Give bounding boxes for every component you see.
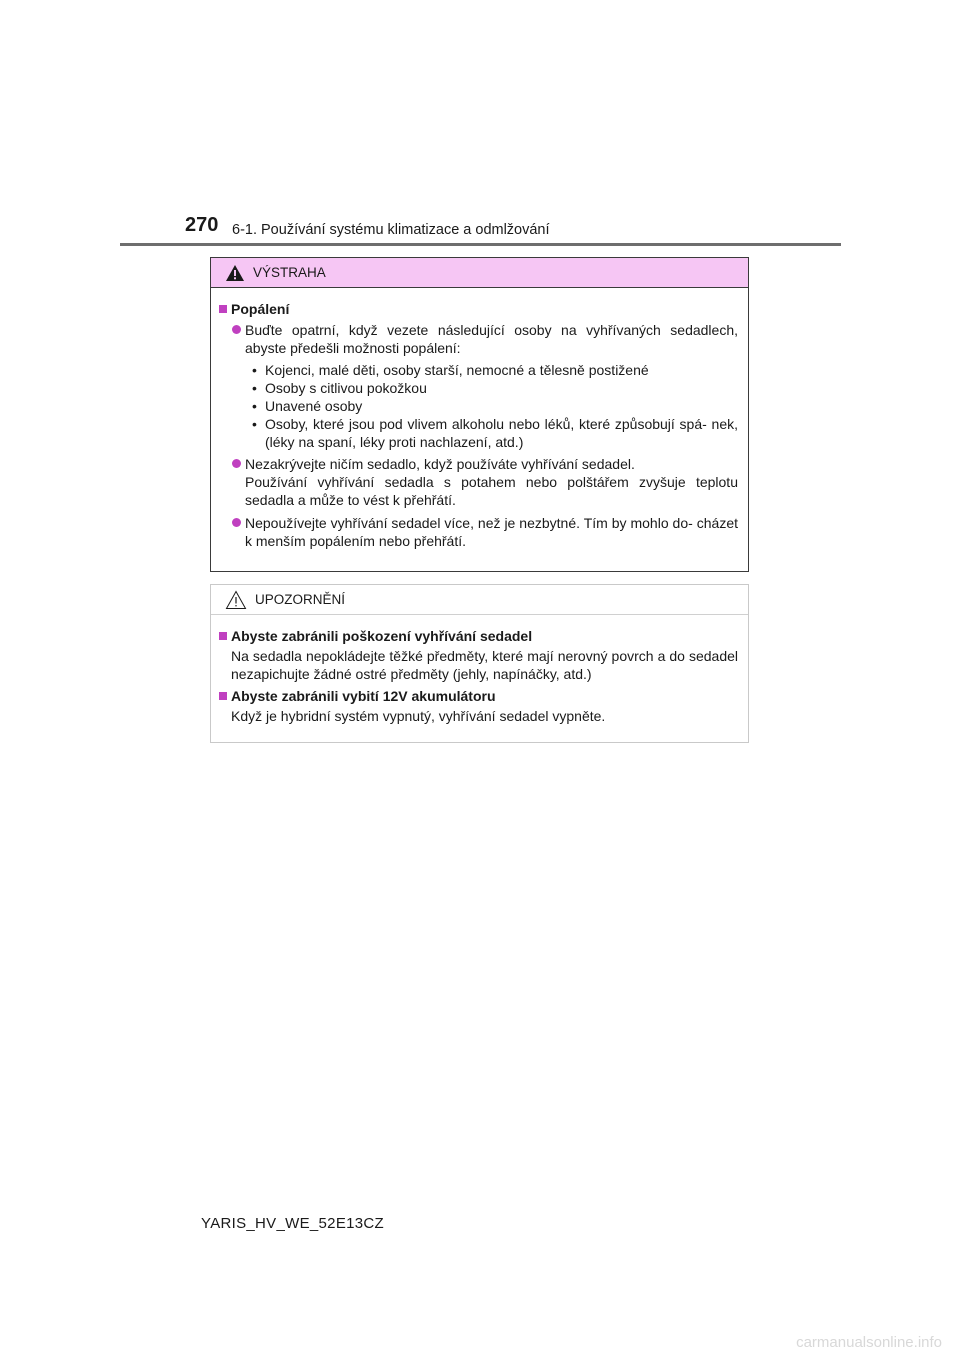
caution-triangle-icon <box>225 590 247 610</box>
warning-topic <box>219 300 740 318</box>
warning-header <box>211 258 748 288</box>
warning-sub-list <box>219 361 740 451</box>
list-item: • Osoby, které jsou pod vlivem alkoholu nebo léků, které způsobují spá- nek, (léky na spaní, léky proti nachlazení, atd.) <box>252 416 738 450</box>
watermark: carmanualsonline.info <box>796 1334 942 1351</box>
warning-bullet-3 <box>219 514 740 550</box>
caution-topic-1-label: Abyste zabránili poškození vyhřívání sedadel <box>231 628 533 644</box>
list-item: • Unavené osoby <box>252 398 363 414</box>
warning-title: VÝSTRAHA <box>253 265 326 280</box>
caution-topic-2 <box>219 687 740 705</box>
warning-bullet-1-text: Buďte opatrní, když vezete následující osoby na vyhřívaných sedadlech, abyste předešli možnosti popálení: <box>245 322 738 356</box>
square-bullet-icon <box>219 305 227 313</box>
warning-bullet-2-line-2: Používání vyhřívání sedadla s potahem nebo polštářem zvyšuje teplotu sedadla a může to vést k přehřátí. <box>245 474 738 508</box>
warning-bullet-3-text: Nepoužívejte vyhřívání sedadel více, než je nezbytné. Tím by mohlo do- cházet k menším popálením nebo přehřátí. <box>245 515 738 549</box>
caution-topic-1-text: Na sedadla nepokládejte těžké předměty, které mají nerovný povrch a do sedadel nezapichujte žádné ostré předměty (jehly, napínáčky, atd.) <box>231 648 738 682</box>
warning-bullet-1 <box>219 321 740 357</box>
warning-bullet-2 <box>219 455 740 509</box>
warning-triangle-icon <box>225 264 245 282</box>
square-bullet-icon <box>219 692 227 700</box>
caution-title: UPOZORNĚNÍ <box>255 592 346 607</box>
caution-topic-2-label: Abyste zabránili vybití 12V akumulátoru <box>231 688 496 704</box>
header-rule <box>120 243 841 246</box>
warning-box <box>210 257 749 572</box>
round-bullet-icon <box>232 325 241 334</box>
warning-body <box>211 288 748 550</box>
page-number: 270 <box>185 214 219 236</box>
round-bullet-icon <box>232 518 241 527</box>
caution-box <box>210 584 749 743</box>
caution-header <box>211 585 748 615</box>
square-bullet-icon <box>219 632 227 640</box>
round-bullet-icon <box>232 459 241 468</box>
list-item: • Kojenci, malé děti, osoby starší, nemocné a tělesně postižené <box>252 362 649 378</box>
warning-topic-label: Popálení <box>231 301 290 317</box>
caution-body <box>211 615 748 725</box>
caution-topic-2-text: Když je hybridní systém vypnutý, vyhřívání sedadel vypněte. <box>231 708 606 724</box>
section-title: 6-1. Používání systému klimatizace a odmlžování <box>232 222 550 238</box>
doc-code: YARIS_HV_WE_52E13CZ <box>201 1215 384 1232</box>
caution-topic-1 <box>219 627 740 645</box>
warning-bullet-2-text <box>245 455 740 509</box>
list-item: • Osoby s citlivou pokožkou <box>252 380 427 396</box>
warning-bullet-2-line-1: Nezakrývejte ničím sedadlo, když používáte vyhřívání sedadel. <box>245 456 635 472</box>
